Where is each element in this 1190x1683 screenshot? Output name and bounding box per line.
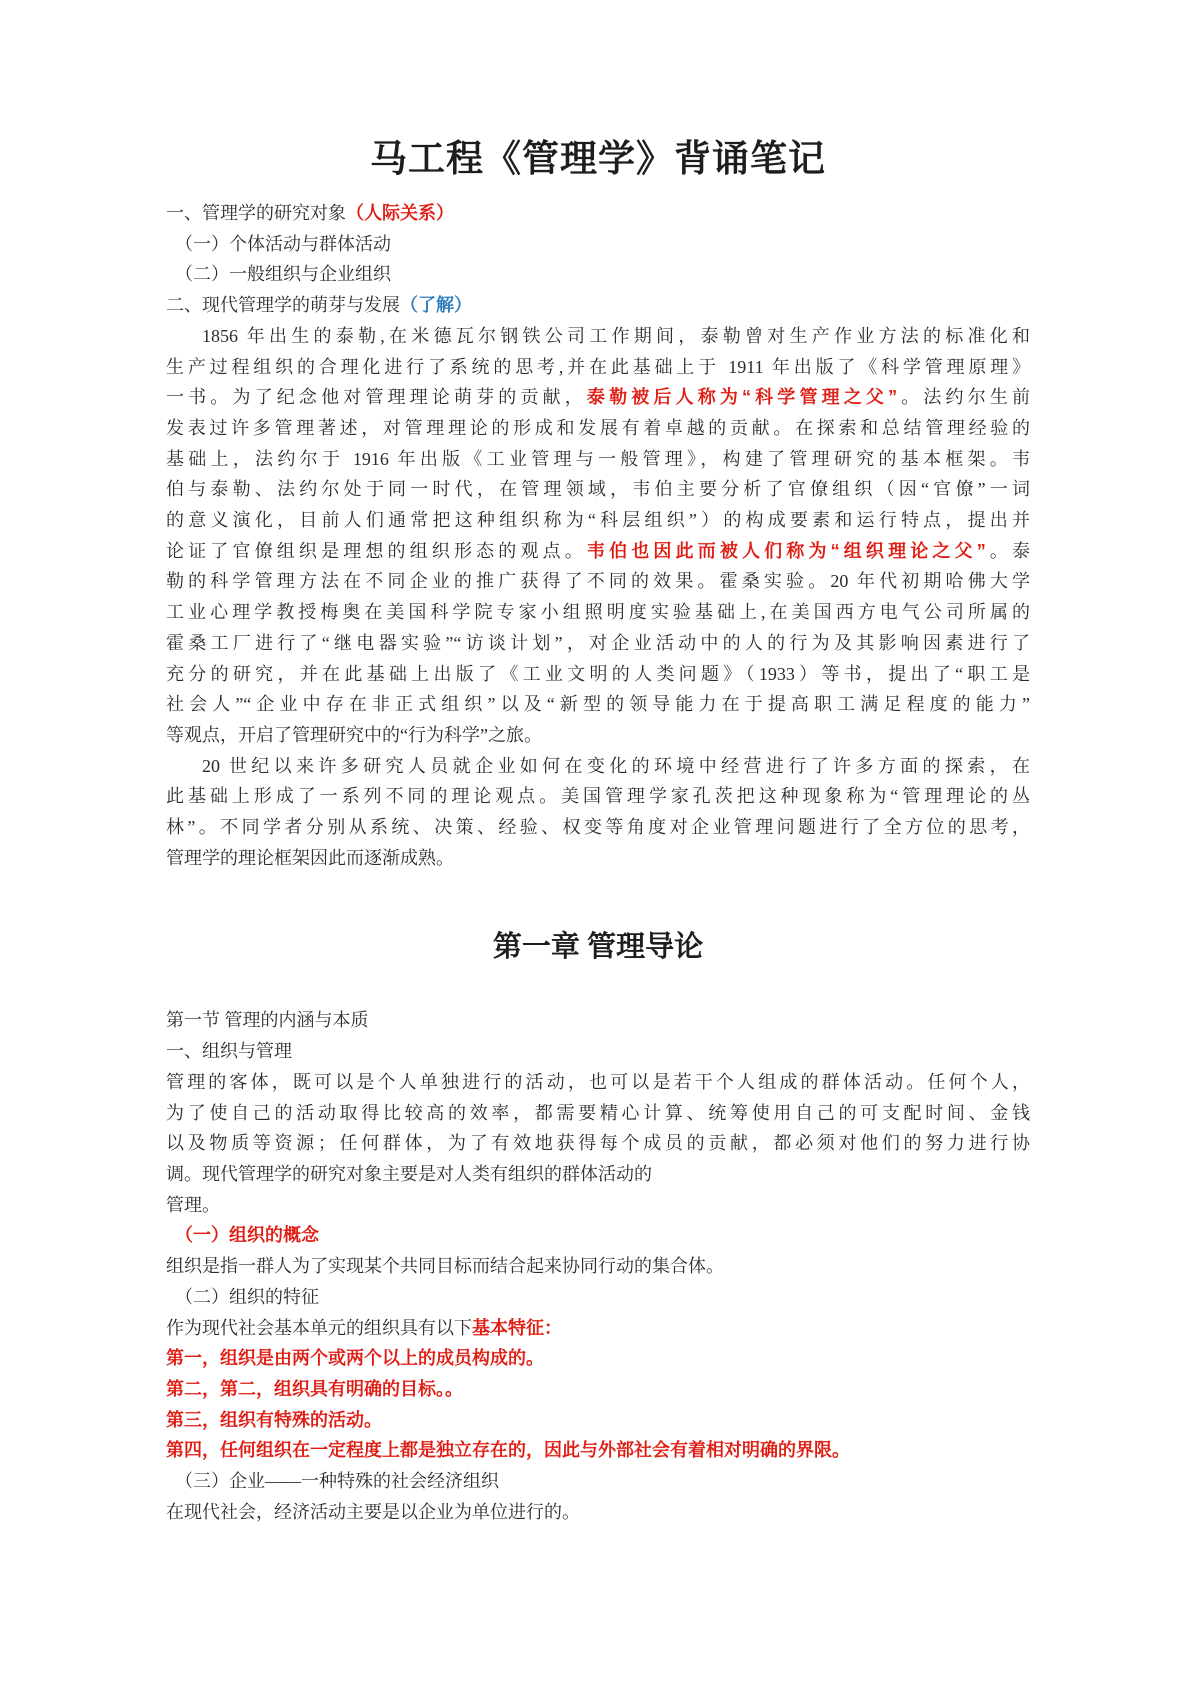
feature-item-1: 第一，组织是由两个或两个以上的成员构成的。	[166, 1348, 544, 1369]
line-segment: 论证了官僚组织是理想的组织形态的观点。	[166, 540, 587, 561]
paragraph-line: 充分的研究，并在此基础上出版了《工业文明的人类问题》（1933）等书，提出了“职工是	[166, 663, 1030, 684]
paragraph-line: 基础上，法约尔于 1916 年出版《工业管理与一般管理》，构建了管理研究的基本框架。韦	[166, 448, 1030, 469]
subsection-heading: 一、组织与管理	[166, 1041, 292, 1062]
paragraph-line: 为了使自己的活动取得比较高的效率，都需要精心计算、统筹使用自己的可支配时间、金钱	[166, 1102, 1030, 1123]
outline-item-4	[166, 290, 1030, 321]
paragraph-line	[166, 536, 1030, 567]
line-segment: 。泰	[985, 540, 1031, 561]
paragraph-line: 管理的客体，既可以是个人单独进行的活动，也可以是若干个人组成的群体活动。任何个人，	[166, 1071, 1030, 1092]
paragraph-line	[166, 1313, 1030, 1344]
paragraph-line: 工业心理学教授梅奥在美国科学院专家小组照明度实验基础上,在美国西方电气公司所属的	[166, 602, 1030, 623]
chapter-one-body	[166, 1005, 1030, 1527]
line-segment-highlight: 韦伯也因此而被人们称为“组织理论之父”	[586, 540, 986, 561]
feature-item-4: 第四，任何组织在一定程度上都是独立存在的，因此与外部社会有着相对明确的界限。	[166, 1440, 850, 1461]
paragraph-line: 组织是指一群人为了实现某个共同目标而结合起来协同行动的集合体。	[166, 1256, 724, 1277]
paragraph-line: 在现代社会，经济活动主要是以企业为单位进行的。	[166, 1501, 580, 1522]
line-segment: 作为现代社会基本单元的组织具有以下	[166, 1317, 472, 1338]
paragraph-line: 勒的科学管理方法在不同企业的推广获得了不同的效果。霍桑实验。20 年代初期哈佛大学	[166, 571, 1030, 592]
paragraph-line: 调。现代管理学的研究对象主要是对人类有组织的群体活动的	[166, 1163, 652, 1184]
paragraph-line: 霍桑工厂进行了“继电器实验”“访谈计划”，对企业活动中的人的行为及其影响因素进行了	[166, 632, 1030, 653]
outline-item-1-highlight: （人际关系）	[346, 203, 454, 223]
feature-item-2: 第二，第二，组织具有明确的目标。。	[166, 1378, 463, 1399]
outline-item-4-text: 二、现代管理学的萌芽与发展	[166, 295, 400, 316]
paragraph-line: 此基础上形成了一系列不同的理论观点。美国管理学家孔茨把这种现象称为“管理理论的丛	[166, 786, 1030, 807]
paragraph-line: 林”。不同学者分别从系统、决策、经验、权变等角度对企业管理问题进行了全方位的思考，	[166, 817, 1030, 838]
paragraph-line: 伯与泰勒、法约尔处于同一时代，在管理领域，韦伯主要分析了官僚组织（因“官僚”一词	[166, 479, 1030, 500]
paragraph-line: 发表过许多管理著述，对管理理论的形成和发展有着卓越的贡献。在探索和总结管理经验的	[166, 417, 1030, 438]
chapter-heading: 第一章 管理导论	[492, 931, 704, 964]
intro-outline	[166, 198, 1030, 321]
paragraph-line: 生产过程组织的合理化进行了系统的思考,并在此基础上于 1911 年出版了《科学管理原理》	[166, 356, 1030, 377]
line-segment: 一书。为了纪念他对管理理论萌芽的贡献，	[166, 387, 587, 408]
feature-item-3: 第三，组织有特殊的活动。	[166, 1409, 382, 1430]
heading-enterprise: （三）企业——一种特殊的社会经济组织	[175, 1471, 499, 1492]
paragraph-line: 管理学的理论框架因此而逐渐成熟。	[166, 847, 454, 868]
paragraph-theory-jungle	[166, 751, 1030, 874]
paragraph-line: 管理。	[166, 1194, 220, 1215]
outline-item-1	[166, 198, 1030, 229]
line-segment-highlight: 泰勒被后人称为“科学管理之父”	[586, 387, 898, 408]
paragraph-taylor-fayol-weber	[166, 321, 1030, 751]
heading-organization-features: （二）组织的特征	[175, 1286, 319, 1307]
paragraph-line: 20 世纪以来许多研究人员就企业如何在变化的环境中经营进行了许多方面的探索，在	[202, 755, 1030, 776]
paragraph-line: 以及物质等资源；任何群体，为了有效地获得每个成员的贡献，都必须对他们的努力进行协	[166, 1133, 1030, 1154]
paragraph-line: 1856 年出生的泰勒,在米德瓦尔钢铁公司工作期间，泰勒曾对生产作业方法的标准化和	[202, 325, 1030, 346]
outline-item-3: （二）一般组织与企业组织	[175, 264, 391, 285]
heading-organization-concept: （一）组织的概念	[175, 1225, 319, 1246]
outline-item-2: （一）个体活动与群体活动	[175, 233, 391, 254]
paragraph-line: 社会人”“企业中存在非正式组织”以及“新型的领导能力在于提高职工满足程度的能力”	[166, 694, 1030, 715]
section-title: 第一节 管理的内涵与本质	[166, 1010, 369, 1031]
paragraph-line: 等观点，开启了管理研究中的“行为科学”之旅。	[166, 724, 542, 745]
line-segment-highlight: 基本特征：	[472, 1317, 562, 1338]
document-title: 马工程《管理学》背诵笔记	[370, 139, 826, 180]
paragraph-line: 的意义演化，目前人们通常把这种组织称为“科层组织”）的构成要素和运行特点，提出并	[166, 510, 1030, 531]
outline-item-4-highlight: （了解）	[400, 295, 472, 316]
outline-item-1-text: 一、管理学的研究对象	[166, 203, 346, 223]
paragraph-line	[166, 382, 1030, 413]
line-segment: 。法约尔生前	[897, 387, 1031, 408]
document-content	[166, 0, 1030, 1527]
